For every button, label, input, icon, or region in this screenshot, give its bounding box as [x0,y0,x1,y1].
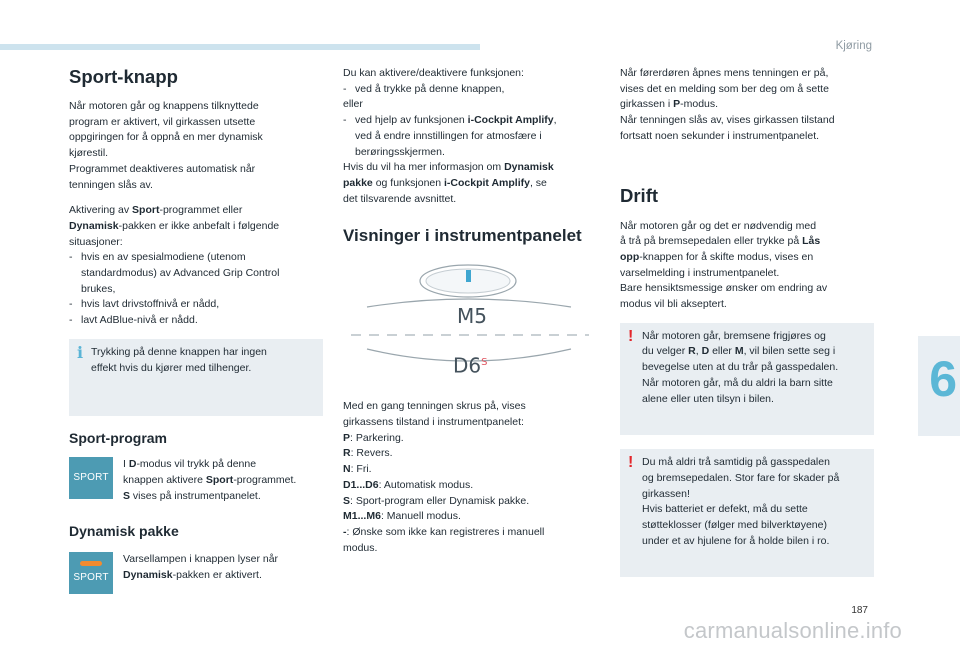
gear-manual-label: M5 [457,304,487,329]
list-item: - lavt AdBlue-nivå er nådd. [69,313,323,329]
heading-sport-program: Sport-program [69,430,167,447]
list-item: - hvis en av spesialmodiene (utenom standardmodus) av Advanced Grip Control brukes, [69,250,323,297]
paragraph-drift: Når motoren går og det er nødvendig med å trå på bremsepedalen eller trykke på Lås opp-knappen for å skifte modus, vises en varselmelding i instrumentpanelet. Bare hensiktsmessige ønsker om endring av modus vil bli akseptert. [620,219,828,311]
list-item: - ved å trykke på denne knappen, [343,82,597,98]
paragraph-intro: Når motoren går og knappens tilknyttede program er aktivert, vil girkassen utsette oppgiringen for å oppnå en mer dynamisk kjørestil. Programmet deaktiveres automatisk når tenningen slås av. [69,100,263,191]
sport-button-icon: SPORT [69,457,113,499]
heading-dynamisk-pakke: Dynamisk pakke [69,523,179,540]
paragraph-door-warning: Når førerdøren åpnes mens tenningen er på, vises det en melding som ber deg om å sette girkassen i P-modus. Når tenningen slås av, vises girkassen tilstand fortsatt noen sekunder i instrumentpanelet. [620,67,835,142]
warning-icon: ! [628,454,634,472]
chapter-number: 6 [929,351,957,407]
dynamic-pack-row [69,552,323,594]
info-note: i Trykking på denne knappen har ingen effekt hvis du kjører med tilhenger. [69,339,323,416]
section-title: Kjøring [835,40,872,52]
gear-auto-label: $D6^S$ [453,353,488,378]
column-middle [343,66,597,566]
paragraph-toggle: Du kan aktivere/deaktivere funksjonen: - ved å trykke på denne knappen, eller - ved hjelp av funksjonen i-Cockpit Amplify, ved å endre innstillingen for atmosfære i berøringsskjermen. Hvis du vil ha mer informasjon om Dynamisk pakke og funksjonen i-Cockpit Amplify, se det tilsvarende avsnittet. [343,66,597,207]
warning-note-1: ! Når motoren går, bremsene frigjøres og du velger R, D eller M, vil bilen sette seg i bevegelse uten at du trår på gasspedalen. Når motoren går, må du aldri la barn sitte alene eller uten tilsyn i bilen. [620,323,874,436]
heading-visninger: Visninger i instrumentpanelet [343,226,582,246]
paragraph-gear-legend: Med en gang tenningen skrus på, vises girkassens tilstand i instrumentpanelet: P: Parkering. R: Revers. N: Fri. D1...D6: Automatisk modus. S: Sport-program eller Dynamisk pakke. M1...M6: Manuell modus. -: Ønske som ikke kan registreres i manuell modus. [343,400,545,554]
paragraph-activation: Aktivering av Sport-programmet eller Dynamisk-pakken er ikke anbefalt i følgende situasjoner: - hvis en av spesialmodiene (utenom standardmodus) av Advanced Grip Control brukes, - hvis lavt drivstoffnivå er nådd, - lavt AdBlue-nivå er nådd. [69,203,323,329]
dynamic-pack-text: Varsellampen i knappen lyser når Dynamisk-pakken er aktivert. [123,553,279,582]
list-item: - hvis lavt drivstoffnivå er nådd, [69,297,323,313]
info-icon: i [77,342,84,362]
list-item: - ved hjelp av funksjonen i-Cockpit Amplify, ved å endre innstillingen for atmosfære i berøringsskjermen. [343,113,597,160]
watermark: carmanualsonline.info [683,618,902,643]
header-accent-bar [0,44,480,50]
sport-program-row [69,457,323,504]
column-right [620,66,874,591]
column-left [69,66,323,606]
warning-note-2: ! Du må aldri trå samtidig på gasspedalen og bremsepedalen. Stor fare for skader på girkassen! Hvis batteriet er defekt, må du sette støtteklosser (følger med bilverktøyene) under et av hjulene for å holde bilen i ro. [620,449,874,577]
sport-program-text: I D-modus vil trykk på denne knappen aktivere Sport-programmet. S vises på instrumentpanelet. [123,458,297,502]
heading-sport-knapp: Sport-knapp [69,66,178,87]
warning-lamp-icon [80,561,102,566]
page-number: 187 [851,605,868,616]
heading-drift: Drift [620,184,659,206]
sport-button-led-icon: SPORT [69,552,113,594]
warning-icon: ! [628,327,634,345]
instrument-cluster-illustration [343,261,597,381]
